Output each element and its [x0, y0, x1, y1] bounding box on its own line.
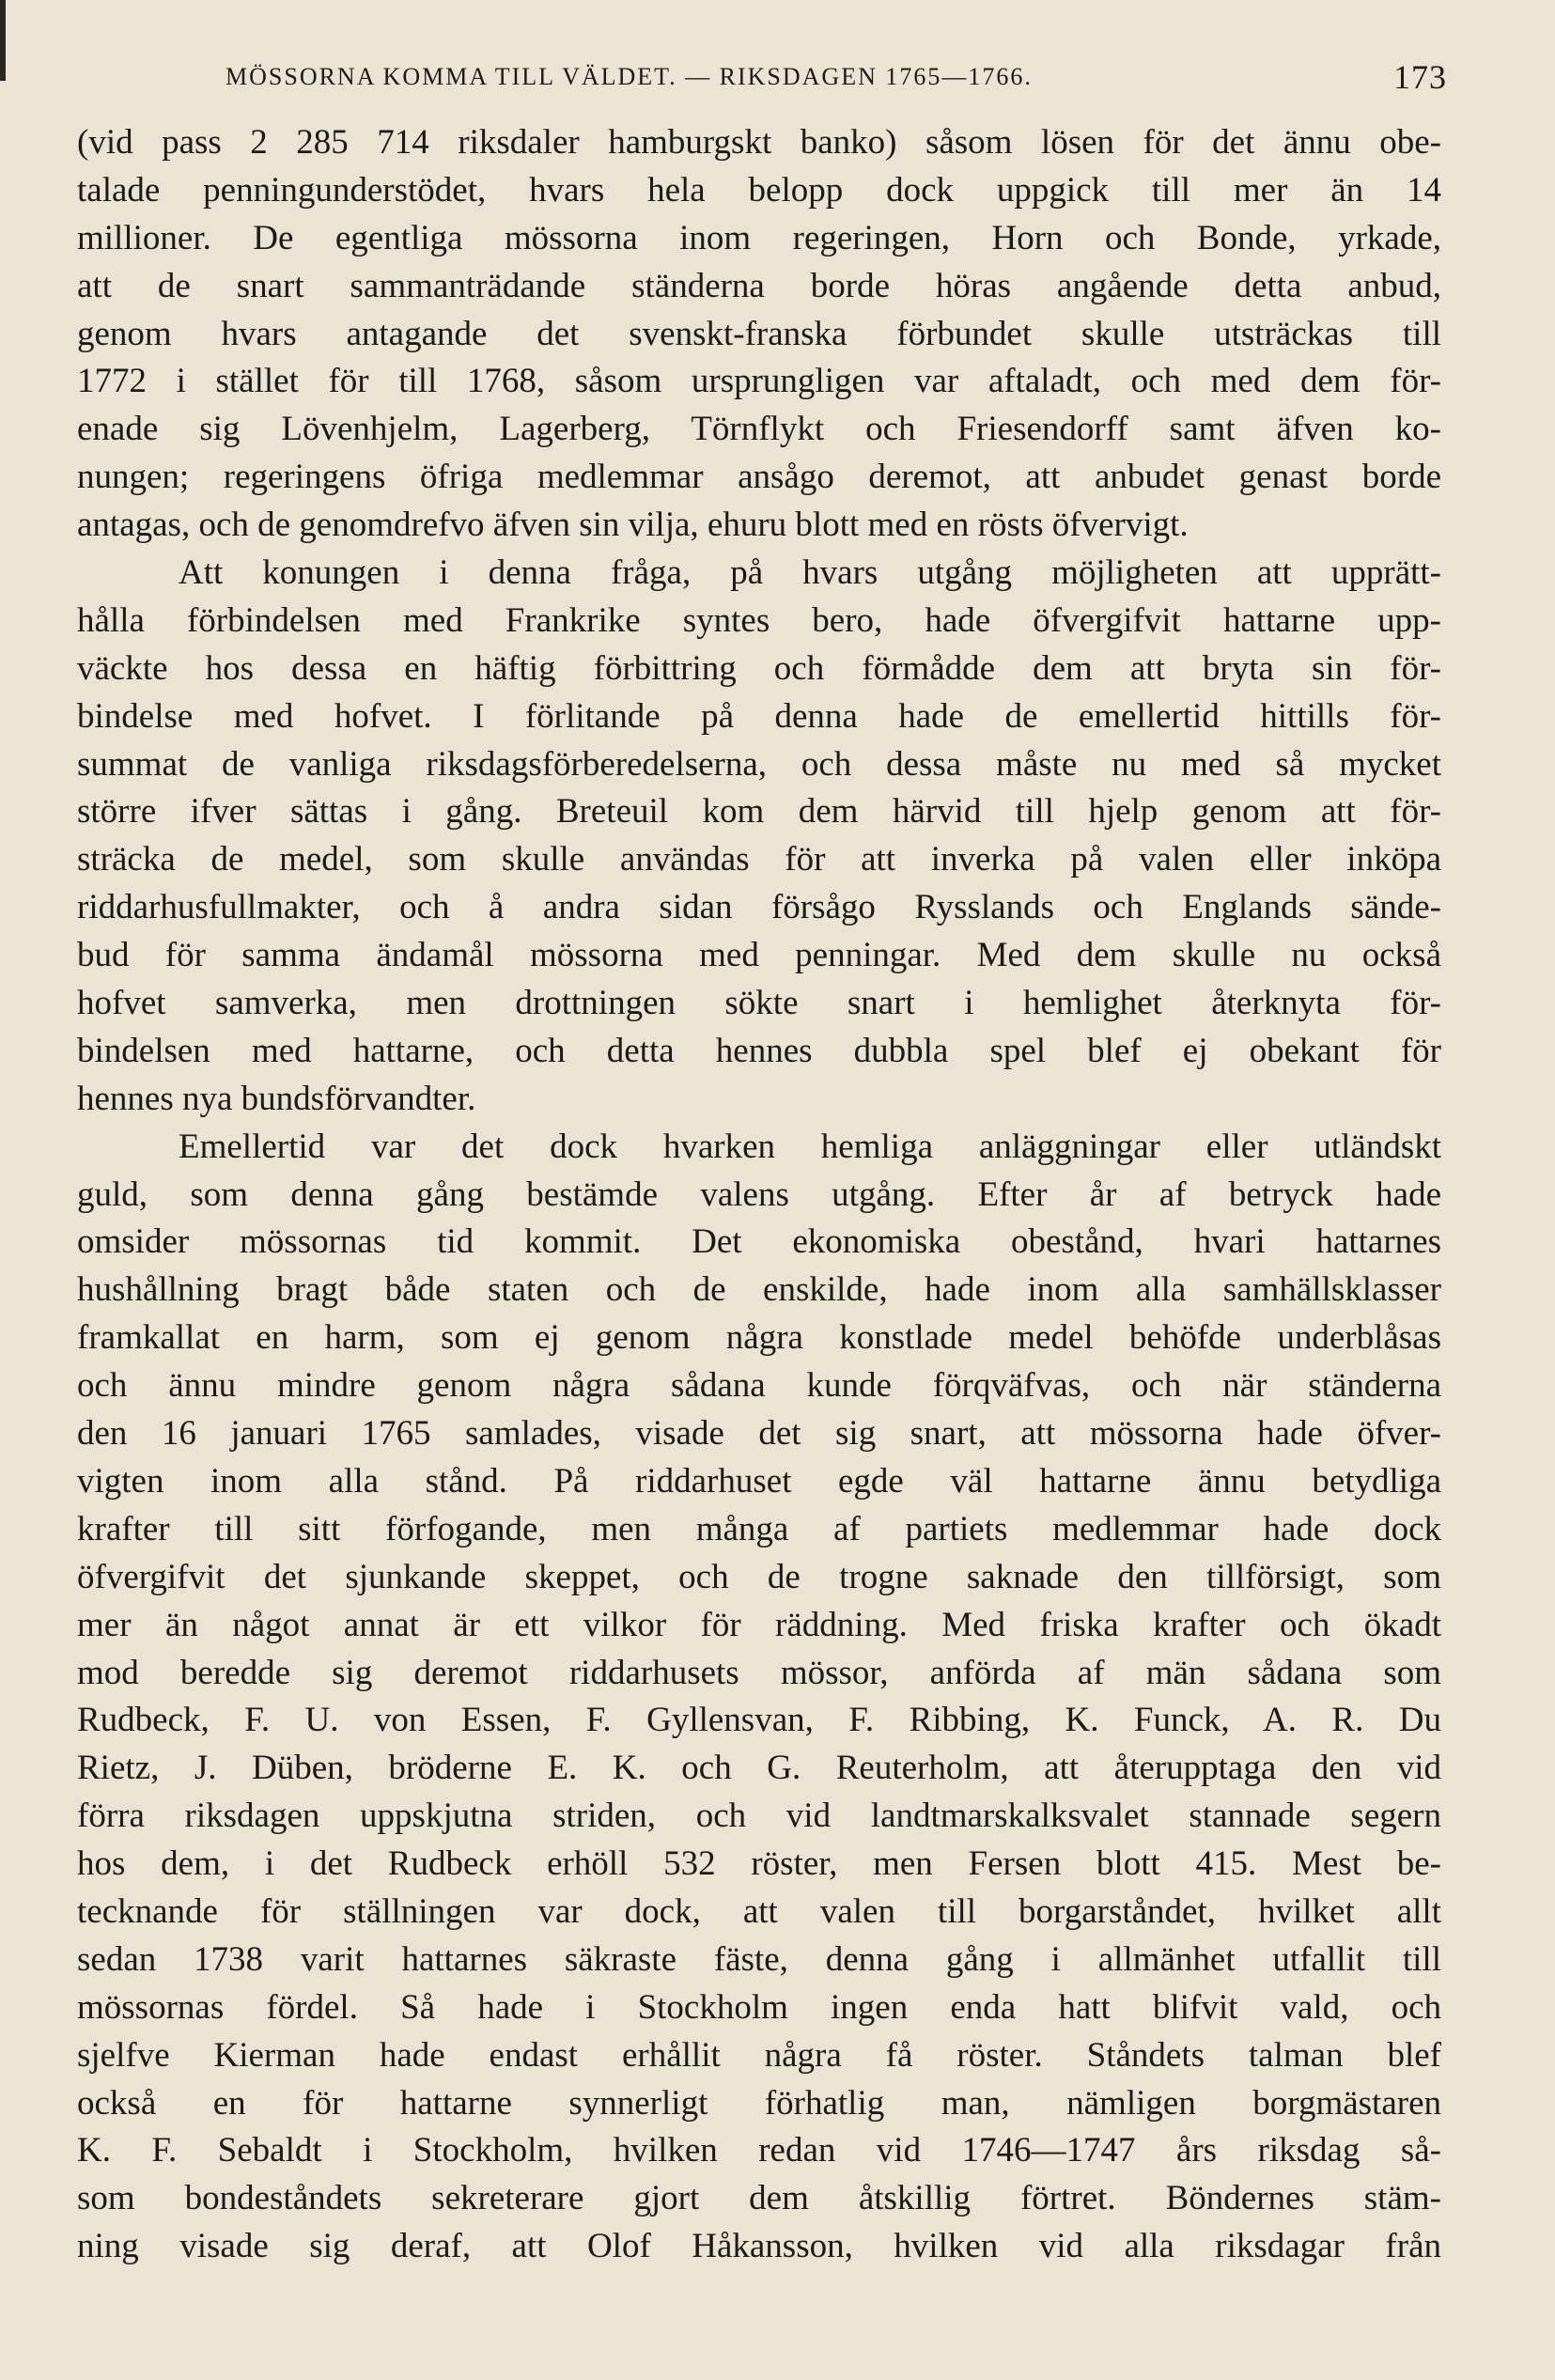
text-line: K. F. Sebaldt i Stockholm, hvilken redan vid 1746—1747 års riksdag så- [77, 2131, 1441, 2170]
text-line: hålla förbindelsen med Frankrike syntes bero, hade öfvergifvit hattarne upp- [77, 600, 1441, 640]
page-edge [0, 0, 6, 81]
text-line: bindelse med hofvet. I förlitande på denna hade de emellertid hittills för- [77, 696, 1441, 736]
text-line: framkallat en harm, som ej genom några konstlade medel behöfde underblåsas [77, 1318, 1441, 1358]
text-line: hennes nya bundsförvandter. [77, 1079, 476, 1118]
text-line: Emellertid var det dock hvarken hemliga anläggningar eller utländskt [179, 1127, 1441, 1166]
text-line: sedan 1738 varit hattarnes säkraste fäste, denna gång i allmänhet utfallit till [77, 1939, 1441, 1979]
text-line: (vid pass 2 285 714 riksdaler hamburgskt banko) såsom lösen för det ännu obe- [77, 123, 1441, 162]
text-line: väckte hos dessa en häftig förbittring och förmådde dem att bryta sin för- [77, 648, 1441, 688]
text-line: 1772 i stället för till 1768, såsom ursprungligen var aftaladt, och med dem för- [77, 362, 1441, 401]
text-line: talade penningunderstödet, hvars hela belopp dock uppgick till mer än 14 [77, 170, 1441, 210]
text-line: bindelsen med hattarne, och detta hennes dubbla spel blef ej obekant för [77, 1031, 1441, 1070]
text-line: Att konungen i denna fråga, på hvars utgång möjligheten att upprätt- [179, 553, 1441, 593]
text-line: summat de vanliga riksdagsförberedelserna, och dessa måste nu med så mycket [77, 744, 1441, 784]
text-line: mod beredde sig deremot riddarhusets mössor, anförda af män sådana som [77, 1653, 1441, 1692]
text-line: vigten inom alla stånd. På riddarhuset egde väl hattarne ännu betydliga [77, 1461, 1441, 1501]
page-number: 173 [1393, 58, 1447, 96]
running-head [225, 49, 1447, 105]
text-line: krafter till sitt förfogande, men många af partiets medlemmar hade dock [77, 1509, 1441, 1548]
text-line: och ännu mindre genom några sådana kunde förqväfvas, och när ständerna [77, 1366, 1441, 1406]
text-line: Rudbeck, F. U. von Essen, F. Gyllensvan, F. Ribbing, K. Funck, A. R. Du [77, 1701, 1441, 1740]
text-line: mer än något annat är ett vilkor för räddning. Med friska krafter och ökadt [77, 1605, 1441, 1644]
text-line: omsider mössornas tid kommit. Det ekonomiska obestånd, hvari hattarnes [77, 1222, 1441, 1262]
text-line: millioner. De egentliga mössorna inom regeringen, Horn och Bonde, yrkade, [77, 218, 1441, 257]
text-line: som bondeståndets sekreterare gjort dem åtskillig förtret. Böndernes stäm- [77, 2179, 1441, 2218]
text-line: förra riksdagen uppskjutna striden, och vid landtmarskalksvalet stannade segern [77, 1797, 1441, 1836]
text-line: den 16 januari 1765 samlades, visade det sig snart, att mössorna hade öfver- [77, 1414, 1441, 1454]
text-line: genom hvars antagande det svenskt-franska förbundet skulle utsträckas till [77, 314, 1441, 353]
running-title: MÖSSORNA KOMMA TILL VÄLDET. — RIKSDAGEN 1765—1766. [225, 63, 1033, 90]
text-line: att de snart sammanträdande ständerna borde höras angående detta anbud, [77, 266, 1441, 305]
text-line: större ifver sättas i gång. Breteuil kom dem härvid till hjelp genom att för- [77, 792, 1441, 832]
text-line: sjelfve Kierman hade endast erhållit några få röster. Ståndets talman blef [77, 2035, 1441, 2075]
text-line: enade sig Lövenhjelm, Lagerberg, Törnflykt och Friesendorff samt äfven ko- [77, 410, 1441, 449]
text-line: bud för samma ändamål mössorna med penningar. Med dem skulle nu också [77, 936, 1441, 975]
text-line: öfvergifvit det sjunkande skeppet, och de trogne saknade den tillförsigt, som [77, 1557, 1441, 1596]
text-line: nungen; regeringens öfriga medlemmar ansågo deremot, att anbudet genast borde [77, 458, 1441, 497]
text-line: hofvet samverka, men drottningen sökte snart i hemlighet återknyta för- [77, 984, 1441, 1023]
body-text [77, 119, 1441, 2271]
text-line: Rietz, J. Düben, bröderne E. K. och G. Reuterholm, att återupptaga den vid [77, 1749, 1441, 1788]
text-line: antagas, och de genomdrefvo äfven sin vilja, ehuru blott med en rösts öfvervigt. [77, 506, 1189, 545]
text-line: tecknande för ställningen var dock, att valen till borgarståndet, hvilket allt [77, 1891, 1441, 1931]
text-line: hushållning bragt både staten och de enskilde, hade inom alla samhällsklasser [77, 1270, 1441, 1310]
text-line: sträcka de medel, som skulle användas för att inverka på valen eller inköpa [77, 840, 1441, 879]
text-line: mössornas fördel. Så hade i Stockholm ingen enda hatt blifvit vald, och [77, 1987, 1441, 2027]
text-line: guld, som denna gång bestämde valens utgång. Efter år af betryck hade [77, 1174, 1441, 1214]
text-line: också en för hattarne synnerligt förhatlig man, nämligen borgmästaren [77, 2083, 1441, 2123]
text-line: riddarhusfullmakter, och å andra sidan försågo Rysslands och Englands sände- [77, 888, 1441, 927]
text-line: hos dem, i det Rudbeck erhöll 532 röster, men Fersen blott 415. Mest be- [77, 1844, 1441, 1884]
text-line: ning visade sig deraf, att Olof Håkansson, hvilken vid alla riksdagar från [77, 2227, 1441, 2266]
